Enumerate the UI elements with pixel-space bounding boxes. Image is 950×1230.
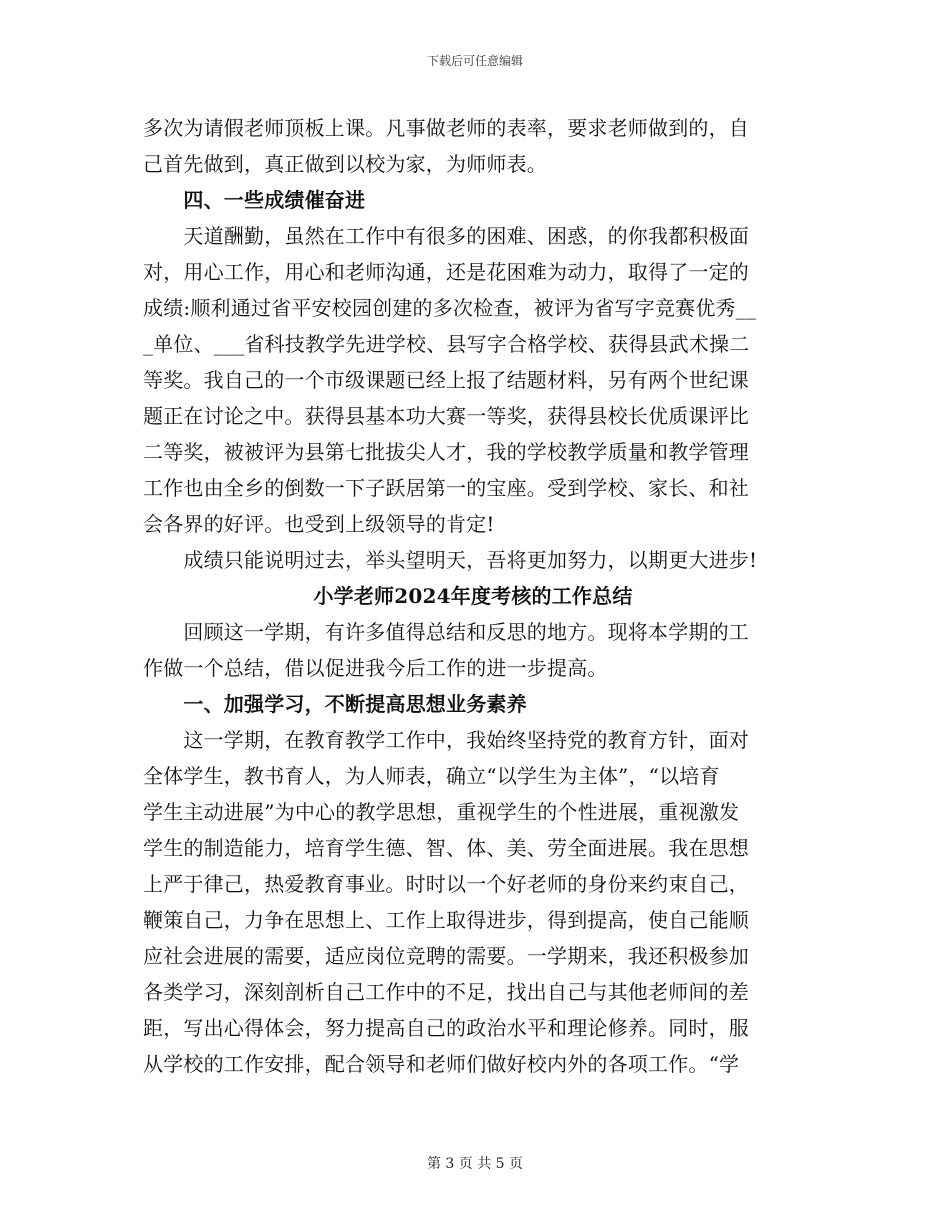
text-line: 回顾这一学期，有许多值得总结和反思的地方。现将本学期的工	[143, 620, 749, 644]
page-footer: 第 3 页 共 5 页	[426, 1156, 524, 1172]
text-line: 学生主动进展”为中心的教学思想，重视学生的个性进展，重视激发	[143, 800, 740, 824]
text-line: 题正在讨论之中。获得县基本功大赛一等奖，获得县校长优质课评比	[143, 404, 749, 428]
text-line: 成绩:顺利通过省平安校园创建的多次检查，被评为省写字竞赛优秀__	[143, 296, 757, 320]
text-line: 作做一个总结，借以促进我今后工作的进一步提高。	[143, 656, 608, 680]
text-line: 应社会进展的需要，适应岗位竞聘的需要。一学期来，我还积极参加	[143, 944, 749, 968]
section-heading: 四、一些成绩催奋进	[143, 188, 366, 212]
text-line: 二等奖，被被评为县第七批拔尖人才，我的学校教学质量和教学管理	[143, 440, 749, 464]
page-header: 下载后可任意编辑	[426, 54, 523, 68]
text-line: 这一学期，在教育教学工作中，我始终坚持党的教育方针，面对	[143, 728, 749, 752]
text-line: 工作也由全乡的倒数一下子跃居第一的宝座。受到学校、家长、和社	[143, 476, 749, 500]
text-line: 成绩只能说明过去，举头望明天，吾将更加努力，以期更大进步!	[143, 548, 758, 572]
text-line: 距，写出心得体会，努力提高自己的政治水平和理论修养。同时，服	[143, 1016, 749, 1040]
text-line: 对，用心工作，用心和老师沟通，还是花困难为动力，取得了一定的	[143, 260, 749, 284]
text-line: 上严于律己，热爱教育事业。时时以一个好老师的身份来约束自己，	[143, 872, 749, 896]
section-heading: 一、加强学习，不断提高思想业务素养	[143, 692, 527, 716]
text-line: 等奖。我自己的一个市级课题已经上报了结题材料，另有两个世纪课	[143, 368, 749, 392]
text-line: 各类学习，深刻剖析自己工作中的不足，找出自己与其他老师间的差	[143, 980, 749, 1004]
text-line: 鞭策自己，力争在思想上、工作上取得进步，得到提高，使自己能顺	[143, 908, 749, 932]
document-body	[143, 110, 803, 1082]
text-line: 多次为请假老师顶板上课。凡事做老师的表率，要求老师做到的，自	[143, 116, 749, 140]
text-line: 全体学生，教书育人，为人师表，确立“以学生为主体”，“以培育	[143, 764, 720, 788]
text-line: 天道酬勤，虽然在工作中有很多的困难、困惑，的你我都积极面	[143, 224, 749, 248]
text-line: _单位、___省科技教学先进学校、县写字合格学校、获得县武术操二	[143, 332, 750, 356]
text-line: 己首先做到，真正做到以校为家，为师师表。	[143, 152, 547, 176]
text-line: 学生的制造能力，培育学生德、智、体、美、劳全面进展。我在思想	[143, 836, 749, 860]
section-title: 小学老师2024年度考核的工作总结	[313, 584, 633, 608]
text-line: 从学校的工作安排，配合领导和老师们做好校内外的各项工作。“学	[143, 1052, 740, 1076]
text-line: 会各界的好评。也受到上级领导的肯定!	[143, 512, 495, 536]
